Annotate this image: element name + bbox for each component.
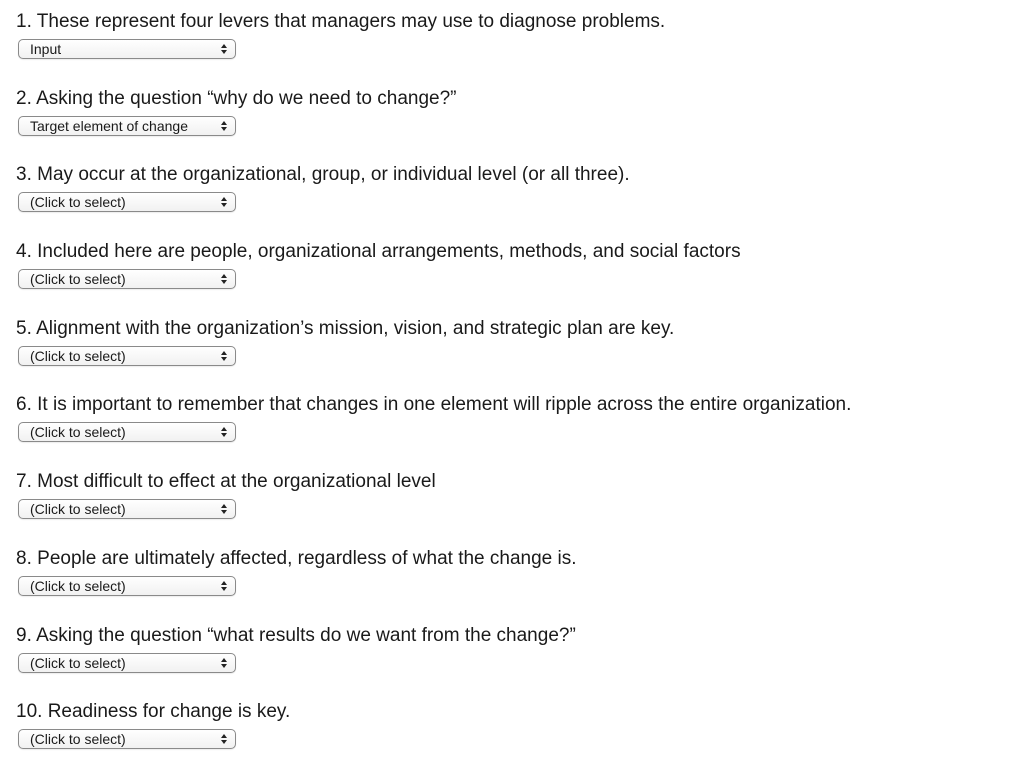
question-text <box>16 163 1016 187</box>
answer-select-value: (Click to select) <box>30 424 126 441</box>
up-down-chevron-icon <box>220 501 228 517</box>
question-1 <box>16 10 1016 87</box>
question-number: 8. <box>16 547 32 569</box>
question-number: 4. <box>16 241 32 263</box>
question-text <box>16 240 1016 264</box>
question-4 <box>16 240 1016 317</box>
question-9 <box>16 624 1016 701</box>
question-prompt: Most difficult to effect at the organizational level <box>37 471 436 493</box>
question-8 <box>16 547 1016 624</box>
up-down-chevron-icon <box>220 194 228 210</box>
question-text <box>16 10 1016 34</box>
up-down-chevron-icon <box>220 578 228 594</box>
question-number: 2. <box>16 87 32 109</box>
up-down-chevron-icon <box>220 655 228 671</box>
question-prompt: Readiness for change is key. <box>47 701 291 723</box>
question-text <box>16 470 1016 494</box>
question-text <box>16 393 1016 417</box>
answer-select[interactable] <box>18 653 236 673</box>
answer-select-value: (Click to select) <box>30 194 126 211</box>
question-10 <box>16 700 1016 777</box>
question-number: 10. <box>16 701 43 723</box>
question-prompt: Included here are people, organizational arrangements, methods, and social factors <box>37 241 741 263</box>
question-text <box>16 624 1016 648</box>
question-prompt: These represent four levers that managers may use to diagnose problems. <box>36 11 666 32</box>
answer-select[interactable] <box>18 39 236 59</box>
question-text <box>16 87 1016 111</box>
question-text <box>16 700 1016 724</box>
answer-select-value: (Click to select) <box>30 577 126 594</box>
question-text <box>16 317 1016 341</box>
up-down-chevron-icon <box>220 731 228 747</box>
quiz-question-list <box>16 10 1016 777</box>
question-number: 6. <box>16 394 32 416</box>
answer-select[interactable] <box>18 116 236 136</box>
up-down-chevron-icon <box>220 118 228 134</box>
question-number: 1. <box>16 11 32 32</box>
answer-select-value: (Click to select) <box>30 501 126 518</box>
question-prompt: People are ultimately affected, regardless of what the change is. <box>37 547 577 569</box>
answer-select[interactable] <box>18 346 236 366</box>
up-down-chevron-icon <box>220 41 228 57</box>
answer-select-value: Input <box>30 41 62 57</box>
question-prompt: May occur at the organizational, group, or individual level (or all three). <box>37 164 630 186</box>
question-5 <box>16 317 1016 394</box>
question-prompt: It is important to remember that changes in one element will ripple across the entire organization. <box>37 394 852 416</box>
up-down-chevron-icon <box>220 424 228 440</box>
question-2 <box>16 87 1016 164</box>
up-down-chevron-icon <box>220 348 228 364</box>
question-prompt: Asking the question “what results do we want from the change?” <box>36 624 576 646</box>
up-down-chevron-icon <box>220 271 228 287</box>
answer-select-value: Target element of change <box>30 117 188 134</box>
question-3 <box>16 163 1016 240</box>
question-text <box>16 547 1016 571</box>
question-number: 3. <box>16 164 32 186</box>
question-number: 9. <box>16 624 32 646</box>
answer-select-value: (Click to select) <box>30 347 126 364</box>
question-number: 5. <box>16 317 32 339</box>
answer-select-value: (Click to select) <box>30 654 126 671</box>
question-7 <box>16 470 1016 547</box>
answer-select[interactable] <box>18 729 236 749</box>
question-prompt: Asking the question “why do we need to change?” <box>36 87 457 109</box>
answer-select-value: (Click to select) <box>30 731 126 748</box>
question-6 <box>16 393 1016 470</box>
answer-select[interactable] <box>18 422 236 442</box>
answer-select[interactable] <box>18 576 236 596</box>
answer-select[interactable] <box>18 192 236 212</box>
answer-select[interactable] <box>18 499 236 519</box>
answer-select-value: (Click to select) <box>30 271 126 288</box>
answer-select[interactable] <box>18 269 236 289</box>
question-prompt: Alignment with the organization’s mission, vision, and strategic plan are key. <box>36 317 675 339</box>
question-number: 7. <box>16 471 32 493</box>
